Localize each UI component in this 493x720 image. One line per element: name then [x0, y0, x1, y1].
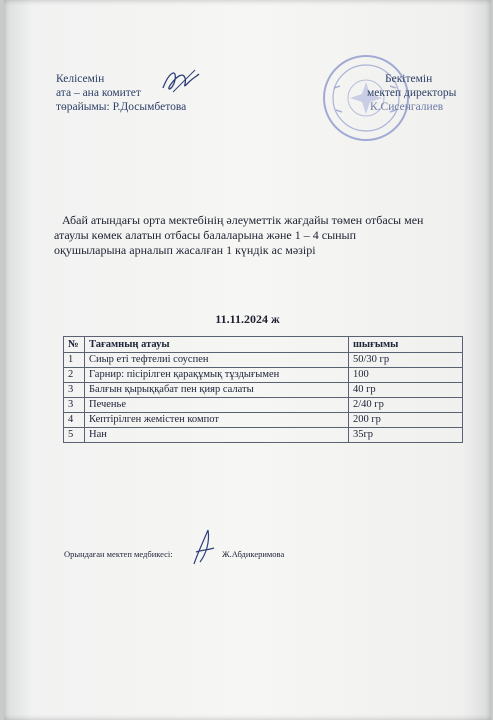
row-dish: Нан	[85, 428, 349, 443]
menu-date: 11.11.2024 ж	[215, 312, 280, 326]
table-row	[64, 413, 463, 428]
nurse-name: Ж.Абдикеримова	[222, 549, 285, 559]
table-row	[64, 428, 463, 443]
table-header-row	[64, 337, 463, 353]
col-header-portion: шығымы	[349, 337, 463, 353]
menu-title-line-3: оқушыларына арналып жасалған 1 күндік ас мәзірі	[54, 243, 316, 257]
row-number: 5	[64, 428, 85, 443]
menu-title-line-2: атаулы көмек алатын отбасы балаларына және 1 – 4 сынып	[54, 228, 357, 242]
row-number: 3	[64, 398, 85, 413]
row-number: 4	[64, 413, 85, 428]
chair-signature-icon	[159, 62, 201, 96]
row-dish: Кептірілген жемістен компот	[85, 413, 349, 428]
row-dish: Балғын қырыққабат пен қияр салаты	[85, 383, 349, 398]
committee-chair-label: төрайымы: Р.Досымбетова	[56, 101, 187, 113]
row-portion: 35гр	[349, 428, 463, 443]
row-portion: 200 гр	[349, 413, 463, 428]
col-header-dish-name: Тағамның атауы	[85, 337, 349, 353]
row-portion: 50/30 гр	[349, 353, 463, 368]
row-number: 2	[64, 368, 85, 383]
nurse-signature-icon	[190, 528, 216, 568]
row-dish: Гарнир: пісірілген қарақұмық тұздығымен	[85, 368, 349, 383]
school-director-label: мектеп директоры	[367, 87, 457, 99]
row-dish: Печенье	[85, 398, 349, 413]
parent-committee-label: ата – ана комитет	[56, 87, 141, 99]
row-portion: 100	[349, 368, 463, 383]
row-number: 3	[64, 383, 85, 398]
table-row	[64, 398, 463, 413]
agreed-label: Келісемін	[56, 73, 105, 85]
table-row	[64, 353, 463, 368]
menu-title-line-1: Абай атындағы орта мектебінің әлеуметтік жағдайы төмен отбасы мен	[62, 213, 424, 227]
row-portion: 40 гр	[349, 383, 463, 398]
row-portion: 2/40 гр	[349, 398, 463, 413]
approve-label: Бекітемін	[385, 73, 433, 85]
menu-table	[63, 336, 463, 443]
row-number: 1	[64, 353, 85, 368]
table-row	[64, 368, 463, 383]
col-header-number: №	[64, 337, 85, 353]
director-name: К.Сисенгалиев	[370, 101, 444, 113]
nurse-label: Орындаған мектеп медбикесі:	[64, 549, 173, 559]
row-dish: Сиыр еті тефтелиі соуспен	[85, 353, 349, 368]
document-sheet	[4, 0, 491, 720]
table-row	[64, 383, 463, 398]
